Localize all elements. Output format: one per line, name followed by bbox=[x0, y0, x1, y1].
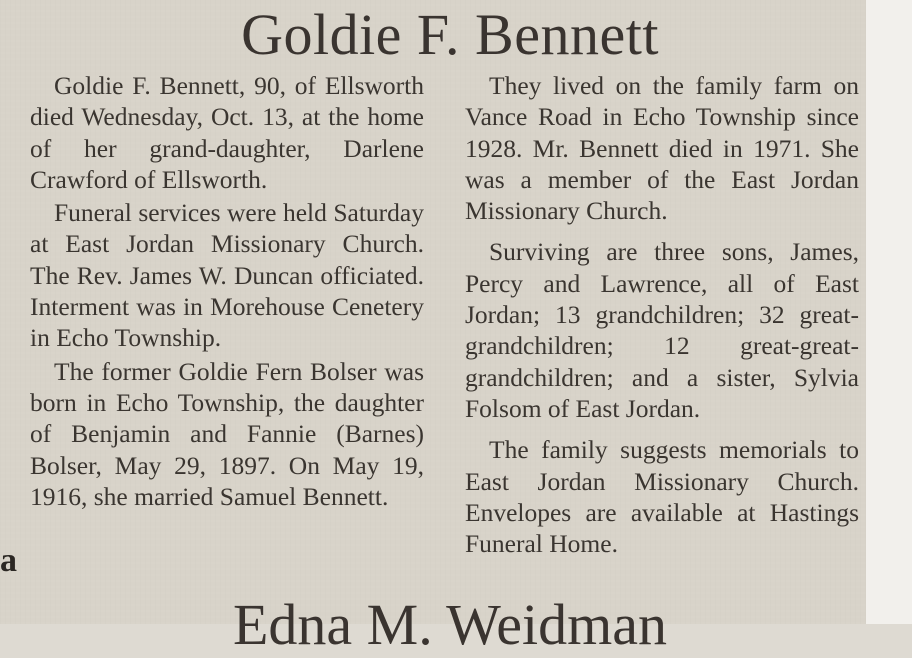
obituary-headline: Goldie F. Bennett bbox=[241, 2, 659, 67]
next-obituary-headline: Edna M. Weidman bbox=[232, 592, 667, 657]
paragraph-funeral-services: Funeral services were held Saturday at East Jordan Missionary Church. The Rev. James W. Duncan officiated. Interment was in Morehouse Cenetery in Echo Township. bbox=[30, 198, 424, 353]
paragraph-death-notice: Goldie F. Bennett, 90, of Ellsworth died Wednesday, Oct. 13, at the home of her grand-daughter, Darlene Crawford of Ellsworth. bbox=[30, 71, 424, 194]
right-column bbox=[465, 70, 859, 559]
cropped-margin-letter: a bbox=[0, 542, 17, 579]
paragraph-family-farm: They lived on the family farm on Vance Road in Echo Township since 1928. Mr. Bennett died in 1971. She was a member of the East Jordan Missionary Church. bbox=[465, 71, 859, 226]
page-edge bbox=[866, 0, 912, 624]
left-column bbox=[30, 70, 424, 512]
paragraph-survivors: Surviving are three sons, James, Percy and Lawrence, all of East Jordan; 13 grandchildren; 32 great-grandchildren; 12 great-great-grandchildren; and a sister, Sylvia Folsom of East Jordan. bbox=[465, 237, 859, 423]
paragraph-biography: The former Goldie Fern Bolser was born in Echo Township, the daughter of Benjamin and Fannie (Barnes) Bolser, May 29, 1897. On May 19, 1916, she married Samuel Bennett. bbox=[30, 356, 424, 511]
paragraph-memorials: The family suggests memorials to East Jordan Missionary Church. Envelopes are available at Hastings Funeral Home. bbox=[465, 435, 859, 559]
